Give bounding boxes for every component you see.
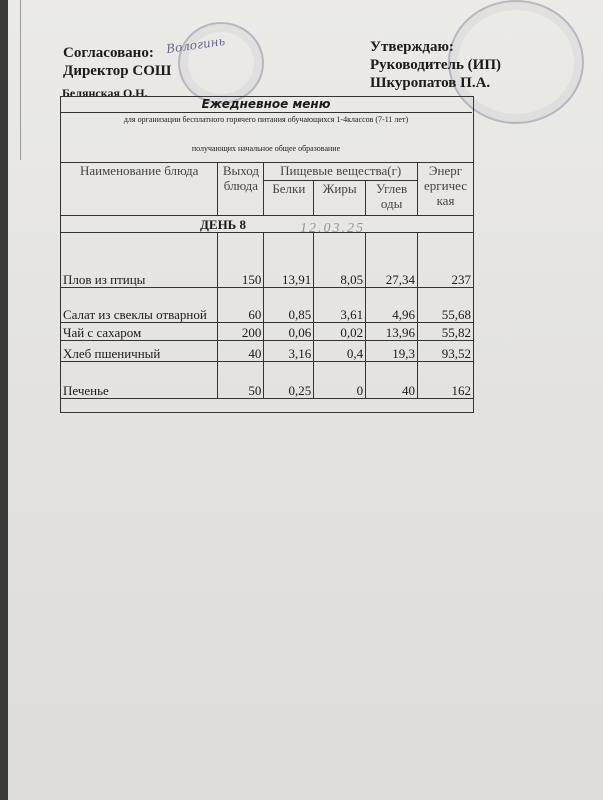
dish-name: Плов из птицы [61,233,218,288]
dish-carbs: 40 [366,362,418,399]
dish-name: Хлеб пшеничный [61,341,218,362]
handwritten-date: 12.03.25 [300,221,365,236]
nutrition-table [60,162,474,399]
carbs-column-header [366,181,418,216]
nutrients-group-header: Пищевые вещества(г) [264,163,418,181]
dish-output: 40 [218,341,264,362]
dish-energy: 162 [418,362,474,399]
dish-energy: 93,52 [418,341,474,362]
approved-by-label: Согласовано: [63,45,154,61]
dish-output: 50 [218,362,264,399]
table-row [61,288,474,323]
underlying-sheet-edge [8,0,21,160]
dish-output: 150 [218,233,264,288]
dish-fat: 0,02 [314,323,366,341]
energy-column-header [418,163,474,216]
dish-fat: 8,05 [314,233,366,288]
dish-energy: 55,68 [418,288,474,323]
carbs-header-line1: Углев [376,181,408,196]
day-label: ДЕНЬ 8 [61,216,474,233]
energy-header-line2: ергичес [424,178,467,193]
dish-protein: 0,25 [264,362,314,399]
table-row [61,362,474,399]
dish-protein: 0,85 [264,288,314,323]
dish-fat: 0,4 [314,341,366,362]
table-row [61,323,474,341]
dish-column-header: Наименование блюда [61,163,218,216]
dish-carbs: 4,96 [366,288,418,323]
dish-fat: 3,61 [314,288,366,323]
energy-header-line3: кая [436,193,455,208]
carbs-header-line2: оды [380,196,403,211]
dish-energy: 237 [418,233,474,288]
dish-carbs: 19,3 [366,341,418,362]
director-name: Белянская О.Н. [62,86,148,100]
dish-protein: 13,91 [264,233,314,288]
director-title: Директор СОШ [63,63,172,79]
dish-carbs: 13,96 [366,323,418,341]
menu-subtitle-organization: для организации бесплатного горячего питания обучающихся 1-4классов (7-11 лет) [123,115,409,124]
dish-protein: 3,16 [264,341,314,362]
dish-fat: 0 [314,362,366,399]
manager-title: Руководитель (ИП) [370,57,501,73]
protein-column-header: Белки [264,181,314,216]
table-row [61,233,474,288]
dish-carbs: 27,34 [366,233,418,288]
menu-subtitle-education: получающих начальное общее образование [191,144,341,153]
output-header-line1: Выход [222,163,259,178]
approve-label: Утверждаю: [370,39,454,55]
dish-name: Чай с сахаром [61,323,218,341]
manager-name: Шкуропатов П.А. [370,75,491,91]
dish-output: 200 [218,323,264,341]
dish-name: Салат из свеклы отварной [61,288,218,323]
table-row [61,341,474,362]
dish-protein: 0,06 [264,323,314,341]
output-column-header [218,163,264,216]
table-header-row [61,163,474,181]
day-row [61,216,474,233]
dish-energy: 55,82 [418,323,474,341]
dish-name: Печенье [61,362,218,399]
energy-header-line1: Энерг [428,163,463,178]
menu-title: Ежедневное меню [60,96,472,113]
handwritten-signature: Вологинь [165,33,226,57]
output-header-line2: блюда [223,178,258,193]
dish-output: 60 [218,288,264,323]
fat-column-header: Жиры [314,181,366,216]
